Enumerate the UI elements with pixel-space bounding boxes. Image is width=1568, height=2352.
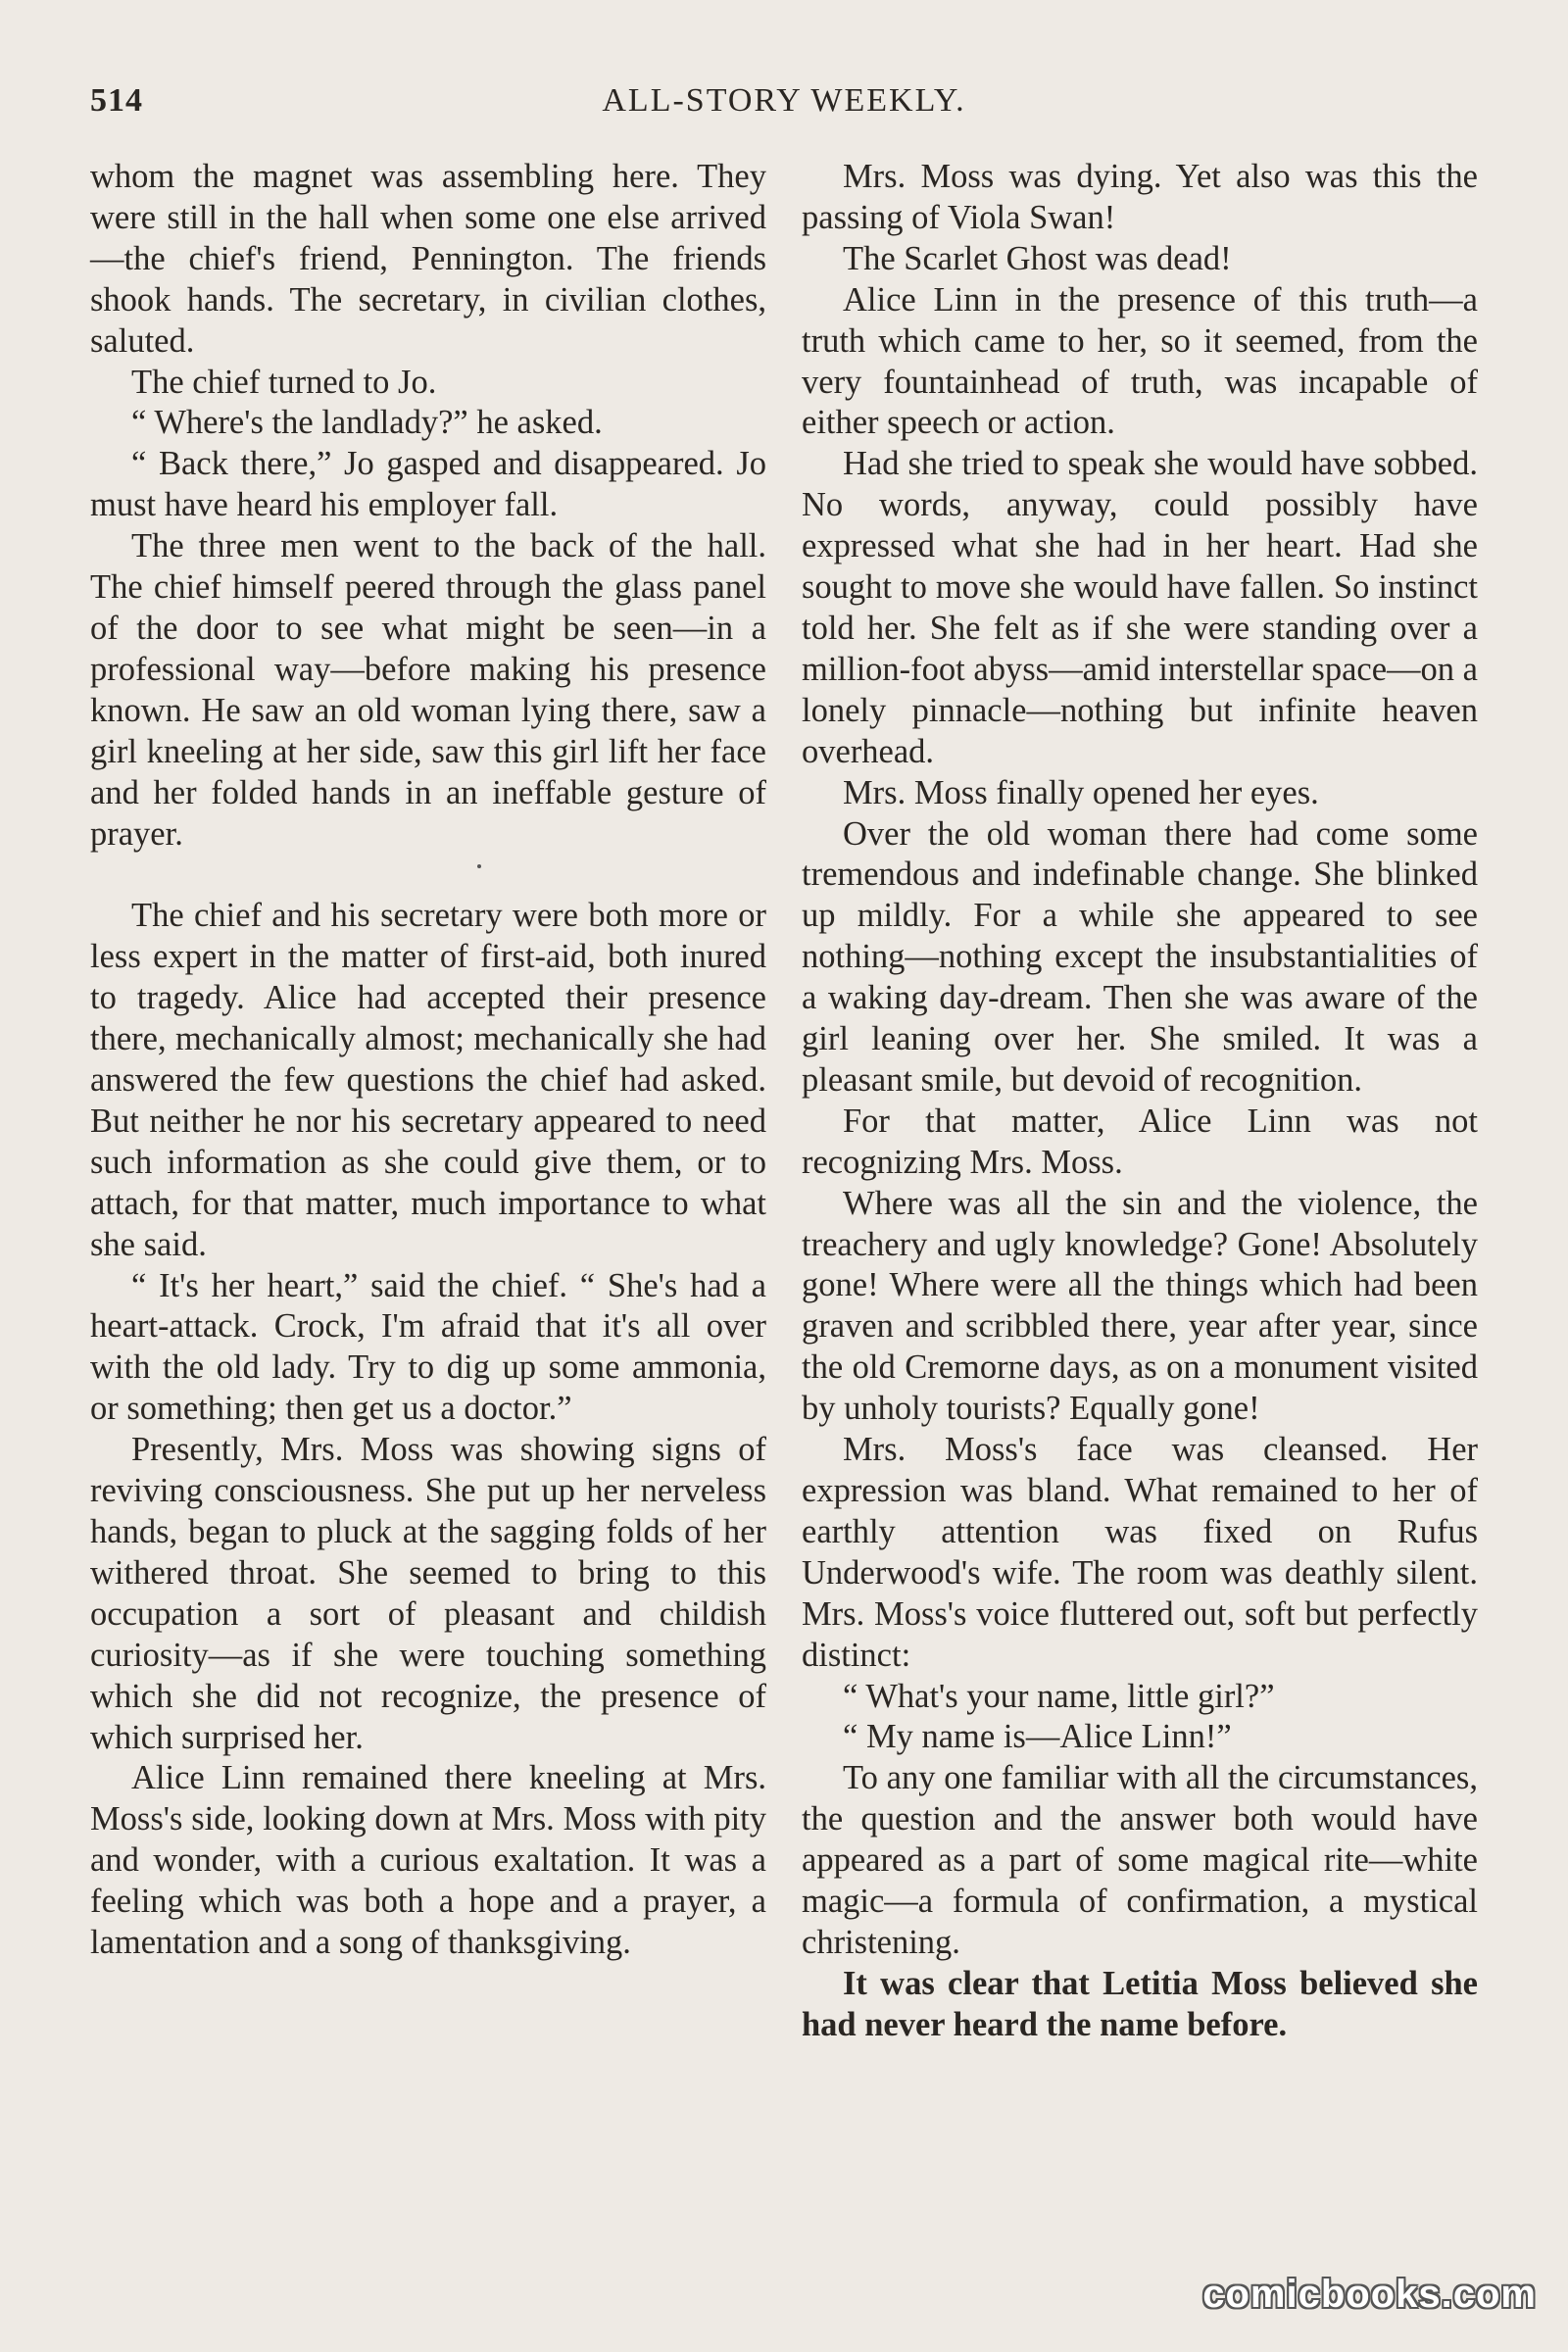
paragraph: Mrs. Moss finally opened her eyes. — [843, 773, 1319, 811]
paragraph: The chief turned to Jo. — [131, 363, 437, 401]
watermark: comicbooks.com — [1202, 2273, 1537, 2316]
paragraph: For that matter, Alice Linn was not recognizing Mrs. Moss. — [802, 1102, 1478, 1181]
paragraph: The three men went to the back of the hall. The chief himself peered through the glass panel of the door to see what might be seen—in a professional way—before making his presence known. He saw an old woman lying there, saw a girl kneeling at her side, saw this girl lift her face and her folded hands in an ineffable gesture of prayer. — [90, 527, 766, 853]
paragraph: The chief and his secretary were both more or less expert in the matter of first-aid, both inured to tragedy. Alice had accepted their presence there, mechanically almost; mechanically she had answered the few questions the chief had asked. But neither he nor his secretary appeared to need such information as she could give them, or to attach, for that matter, much importance to what she said. — [90, 897, 766, 1263]
paragraph: To any one familiar with all the circumstances, the question and the answer both would have appeared as a part of some magical rite—white magic—a formula of confirmation, a mystical christening. — [802, 1759, 1478, 1961]
paragraph: Alice Linn remained there kneeling at Mrs. Moss's side, looking down at Mrs. Moss with pity and wonder, with a curious exaltation. It was a feeling which was both a hope and a prayer, a lamentation and a song of thanksgiving. — [90, 1759, 766, 1962]
section-break — [90, 855, 766, 896]
left-column — [90, 157, 766, 1964]
paragraph: Over the old woman there had come some tremendous and indefinable change. She blinked up mildly. For a while she appeared to see nothing—nothing except the insubstantialities of a waking day-dream. Then she was aware of the girl leaning over her. She smiled. It was a pleasant smile, but devoid of recognition. — [802, 814, 1478, 1099]
paragraph: The Scarlet Ghost was dead! — [843, 239, 1232, 277]
paragraph: “ Back there,” Jo gasped and disappeared. Jo must have heard his employer fall. — [90, 445, 766, 524]
page-number: 514 — [90, 82, 143, 119]
paragraph: Presently, Mrs. Moss was showing signs of reviving consciousness. She put up her nerveless hands, began to pluck at the sagging folds of her withered throat. She seemed to bring to this occupation a sort of pleasant and childish curiosity—as if she were touching something which she did not recognize, the presence of which surprised her. — [90, 1431, 766, 1756]
paragraph: “ It's her heart,” said the chief. “ She's had a heart-attack. Crock, I'm afraid that it's all over with the old lady. Try to dig up some ammonia, or something; then get us a doctor.” — [90, 1266, 766, 1428]
paragraph: whom the magnet was assembling here. They were still in the hall when some one else arrived—the chief's friend, Pennington. The friends shook hands. The secretary, in civilian clothes, saluted. — [90, 158, 766, 360]
running-title: ALL-STORY WEEKLY. — [602, 82, 966, 119]
paragraph: “ My name is—Alice Linn!” — [843, 1718, 1232, 1756]
paragraph: It was clear that Letitia Moss believed she had never heard the name before. — [802, 1964, 1478, 2043]
paragraph: “ Where's the landlady?” he asked. — [131, 404, 603, 442]
page-header — [90, 82, 1478, 131]
section-break-dot — [477, 864, 481, 868]
paragraph: Had she tried to speak she would have sobbed. No words, anyway, could possibly have expressed what she had in her heart. Had she sought to move she would have fallen. So instinct told her. She felt as if she were standing over a million-foot abyss—amid interstellar space—on a lonely pinnacle—nothing but infinite heaven overhead. — [802, 445, 1478, 770]
paragraph: Mrs. Moss was dying. Yet also was this the passing of Viola Swan! — [802, 158, 1478, 236]
paragraph: Where was all the sin and the violence, the treachery and ugly knowledge? Gone! Absolutely gone! Where were all the things which had been graven and scribbled there, year after year, since the old Cremorne days, as on a monument visited by unholy tourists? Equally gone! — [802, 1184, 1478, 1428]
paragraph: “ What's your name, little girl?” — [843, 1677, 1275, 1715]
paragraph: Mrs. Moss's face was cleansed. Her expression was bland. What remained to her of earthly attention was fixed on Rufus Underwood's wife. The room was deathly silent. Mrs. Moss's voice fluttered out, soft but perfectly distinct: — [802, 1431, 1478, 1674]
paragraph: Alice Linn in the presence of this truth—a truth which came to her, so it seemed, from the very fountainhead of truth, was incapable of either speech or action. — [802, 280, 1478, 442]
right-column — [802, 157, 1478, 2046]
